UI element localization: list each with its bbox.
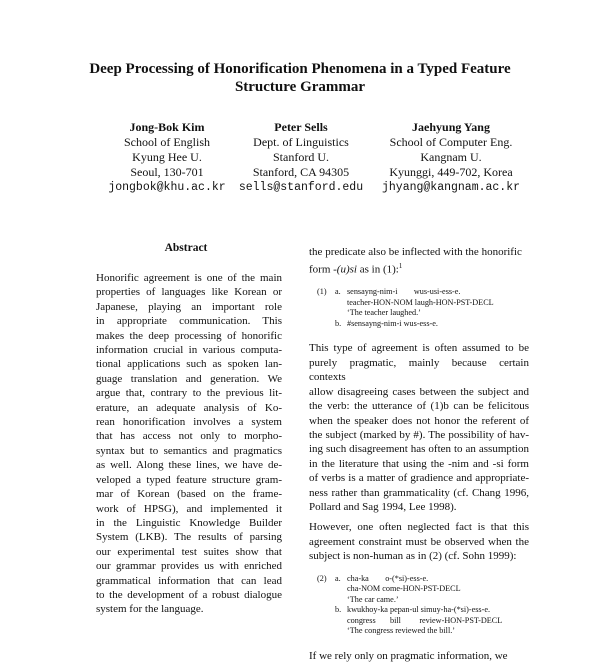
author-institution: Kangnam U. [420,150,482,164]
paper-title [60,60,540,96]
title-line-1: Deep Processing of Honorification Phenomena in a Typed Feature [89,61,511,77]
paragraph-line: of verbs is a matter of gradience and appropriate- [309,472,529,485]
abstract-line: that has access not only to morpho- [96,430,282,443]
example-translation: ‘The car came.’ [347,594,399,604]
intro-text: form [309,264,334,277]
paragraph-line: allow disagreeing cases between the subject and [309,385,529,398]
abstract-line: argue that, contrary to the previous lit- [96,387,282,400]
abstract-line: mar of Korean (based on the frame- [96,488,282,501]
paragraph-2 [309,520,529,563]
author-email: jhyang@kangnam.ac.kr [381,181,521,194]
example-sub-label: b. [335,318,342,328]
abstract-line: information crucial in various computa- [96,344,282,357]
abstract-line: our experimental test suites show that [96,545,282,558]
abstract-line: work of HPSG), and implemented it [96,502,282,515]
abstract-line: our grammar provides us with enriched [96,560,282,573]
author-block-sells [226,120,376,195]
example-sub-label: b. [335,605,342,615]
paragraph-line: purely pragmatic, mainly because certain contexts [309,356,529,384]
author-institution: Kyung Hee U. [132,150,202,164]
abstract-line: rean honorification involves a system [96,416,282,429]
paragraph-line: the subject (marked by #). The possibility of hav- [309,428,529,441]
abstract-line: syntax but to semantics and pragmatics [96,444,282,457]
abstract-line: grammatical information that can lead [96,574,282,587]
paragraph-line: agreement constraint must be observed when the [309,535,529,548]
author-address: Kyunggi, 449-702, Korea [389,165,513,179]
footnote-marker: 1 [398,262,403,271]
paragraph-line: Pollard and Sag 1994, Lee 1998). [309,500,457,513]
abstract-line: System (LKB). The results of parsing [96,531,282,544]
paragraph-line: ness rather than grammaticality (cf. Chang 1996, [309,486,529,499]
intro-line-1: the predicate also be inflected with the honorific [309,246,522,258]
example-gloss: cha-NOM come-HON-PST-DECL [347,584,461,594]
abstract-heading: Abstract [164,242,208,254]
abstract-line: veloped a typed feature structure gram- [96,473,282,486]
example-sub-label: a. [335,287,341,297]
paragraph-line: when the speaker does not honor the referent of [309,414,529,427]
author-name: Jong-Bok Kim [129,120,205,134]
paragraph-line: subject is non-human as in (2) (cf. Sohn 1999): [309,550,517,563]
paragraph-1 [309,341,529,514]
example-2 [309,574,529,637]
abstract-line: in appropriate communication. This [96,315,282,328]
paragraph-line: in the literature that using the -nim and -si form [309,457,529,470]
honorific-form: -(u)si [333,264,357,277]
title-line-2: Structure Grammar [234,79,366,95]
abstract-line: Japanese, playing an important role [96,300,282,313]
author-dept: School of English [124,135,210,149]
abstract-line: to the development of a robust dialogue [96,588,282,601]
author-block-yang [376,120,526,195]
abstract-line: system for the language. [96,603,204,616]
abstract-line: erature, an adequate analysis of Ko- [96,401,282,414]
author-email: sells@stanford.edu [238,181,364,194]
example-gloss: sensayng-nim-i wus-usi-ess-e. [347,287,461,297]
right-column [309,245,529,663]
example-gloss: congress bill review-HON-PST-DECL [347,615,503,625]
intro-text: as in (1): [356,264,399,277]
last-line: If we rely only on pragmatic information, we [309,649,508,662]
abstract-line: in the Linguistic Knowledge Builder [96,516,282,529]
author-address: Seoul, 130-701 [130,165,204,179]
paragraph-line: This type of agreement is often assumed to be [309,342,529,355]
example-number: (1) [317,287,327,297]
paragraph-line: the verb: the utterance of (1)b can be felicitous [309,400,529,413]
abstract-line: Honorific agreement is one of the main [96,272,282,284]
author-dept: Dept. of Linguistics [253,135,349,149]
example-sub-label: a. [335,573,341,583]
example-gloss: cha-ka o-(*si)-ess-e. [347,573,429,583]
abstract-line: tional applications such as spoken lan- [96,358,282,371]
author-name: Jaehyung Yang [412,120,490,134]
example-number: (2) [317,573,327,583]
author-name: Peter Sells [274,120,328,134]
author-institution: Stanford U. [273,150,329,164]
paragraph-line: However, one often neglected fact is that this [309,521,529,534]
example-translation: ‘The congress reviewed the bill.’ [347,626,455,636]
example-gloss: teacher-HON-NOM laugh-HON-PST-DECL [347,297,494,307]
abstract-line: guage translation and generation. We [96,372,282,385]
example-translation: ‘The teacher laughed.’ [347,308,421,318]
example-1 [309,287,529,329]
intro-line-2 [309,259,529,277]
abstract-line: as well. Along these lines, we have de- [96,459,282,472]
abstract-line: properties of languages like Korean or [96,286,282,299]
author-address: Stanford, CA 94305 [252,165,350,179]
abstract-body [96,271,282,617]
author-dept: School of Computer Eng. [389,135,513,149]
author-block-kim [92,120,242,195]
paragraph-line: ing such disagreement has often to an assumption [309,443,529,456]
example-gloss: kwukhoy-ka pepan-ul simuy-ha-(*si)-ess-e. [347,605,491,615]
author-email: jongbok@khu.ac.kr [108,181,226,194]
example-gloss: #sensayng-nim-i wus-ess-e. [347,318,438,328]
abstract-line: makes the deep processing of honorific [96,329,282,342]
